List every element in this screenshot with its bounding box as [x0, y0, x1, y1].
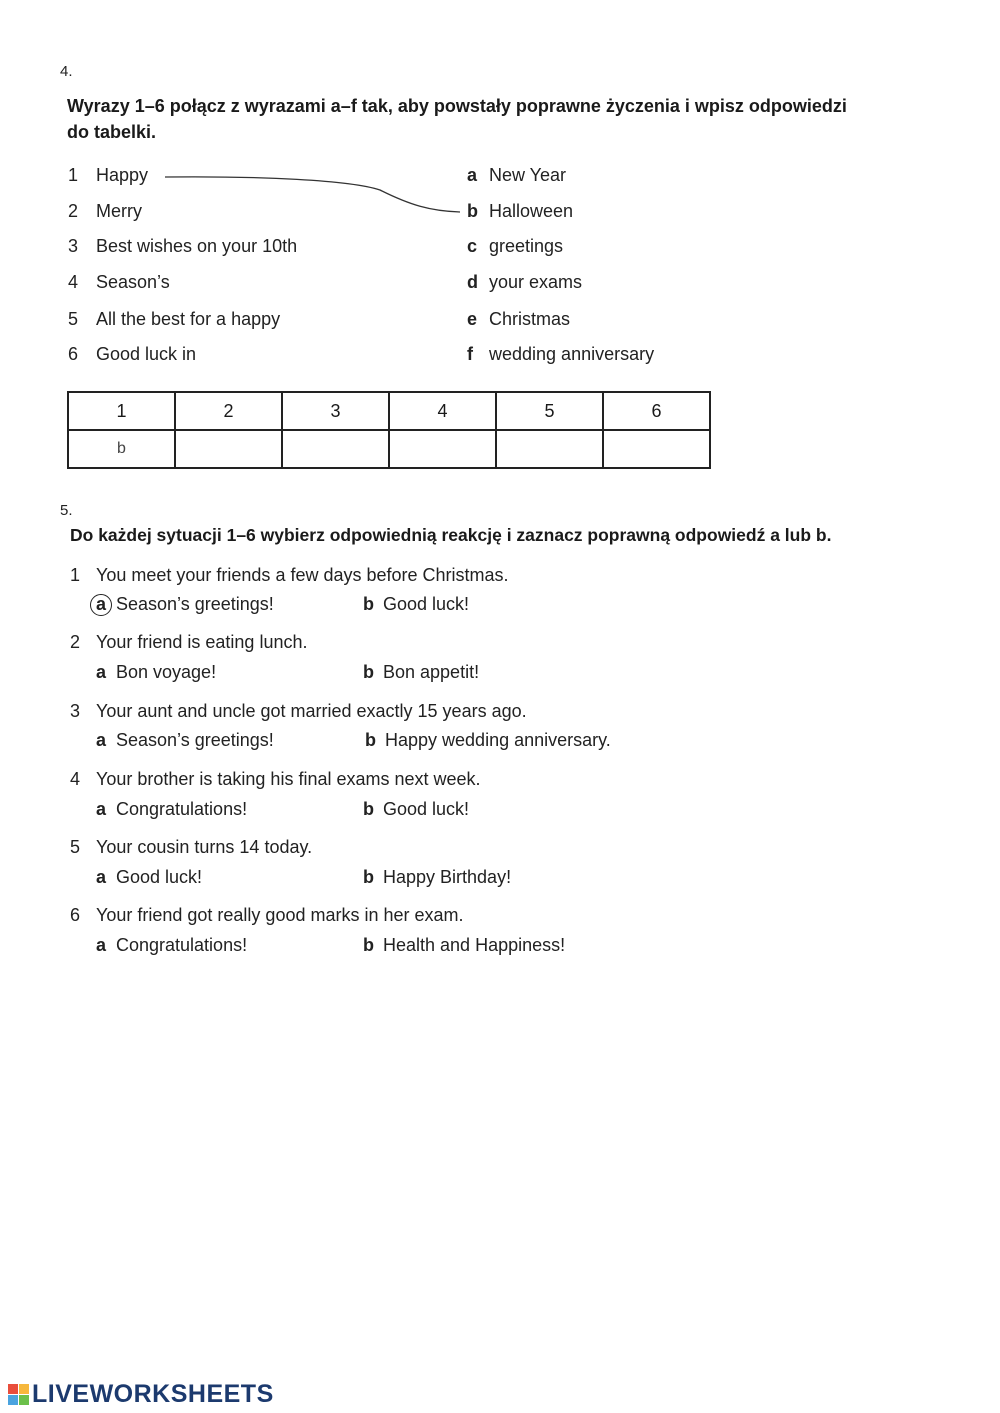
q3-option-a[interactable]: [96, 730, 274, 751]
option-letter: b: [363, 867, 374, 887]
exercise-4-number: 4.: [60, 63, 73, 80]
option-letter: b: [363, 935, 374, 955]
question-3: [70, 701, 527, 722]
q4-option-a[interactable]: [96, 799, 247, 820]
left-item-number: 2: [68, 201, 79, 221]
question-number: 2: [70, 632, 81, 652]
question-2: [70, 632, 307, 653]
option-text: Good luck!: [383, 594, 470, 614]
left-item-number: 6: [68, 344, 79, 364]
left-item-number: 1: [68, 165, 79, 185]
left-item-number: 3: [68, 236, 79, 256]
logo-text: LIVEWORKSHEETS: [32, 1380, 274, 1408]
exercise-4-instruction-line2: do tabelki.: [67, 122, 157, 142]
question-number: 6: [70, 905, 81, 925]
question-4: [70, 769, 481, 790]
answer-cell-2[interactable]: [175, 430, 282, 468]
option-text: Health and Happiness!: [383, 935, 566, 955]
right-item-letter: d: [467, 272, 478, 292]
option-text: Happy wedding anniversary.: [385, 730, 611, 750]
option-letter: a: [96, 935, 107, 955]
question-number: 1: [70, 565, 81, 585]
option-text: Good luck!: [383, 799, 470, 819]
exercise-4-instruction-line1: Wyrazy 1–6 połącz z wyrazami a–f tak, aby powstały poprawne życzenia i wpisz odpowiedzi: [67, 96, 847, 116]
left-item-text: Happy: [96, 165, 149, 185]
q5-option-b[interactable]: [363, 867, 511, 888]
right-item-text: Christmas: [489, 309, 571, 329]
logo-mark-square: [19, 1395, 29, 1405]
option-text: Congratulations!: [116, 935, 248, 955]
right-item-letter: f: [467, 344, 473, 364]
right-item-text: New Year: [489, 165, 567, 185]
option-letter: a: [96, 799, 107, 819]
right-item-letter: c: [467, 236, 478, 256]
question-number: 5: [70, 837, 81, 857]
q2-option-a[interactable]: [96, 662, 216, 683]
table-header-cell: 6: [603, 392, 710, 430]
answer-cell-1[interactable]: b: [68, 430, 175, 468]
question-5: [70, 837, 312, 858]
q3-option-b[interactable]: [365, 730, 611, 751]
option-text: Season’s greetings!: [116, 594, 274, 614]
right-item-letter: a: [467, 165, 478, 185]
left-item-number: 5: [68, 309, 79, 329]
right-item-letter: b: [467, 201, 478, 221]
table-header-cell: 2: [175, 392, 282, 430]
question-text: Your friend got really good marks in her exam.: [96, 905, 464, 925]
logo-mark-icon: [8, 1384, 29, 1405]
q2-option-b[interactable]: [363, 662, 479, 683]
option-text: Congratulations!: [116, 799, 248, 819]
q4-option-b[interactable]: [363, 799, 469, 820]
answer-table-answer-row: [68, 430, 710, 468]
logo-mark-square: [8, 1384, 18, 1394]
answer-cell-6[interactable]: [603, 430, 710, 468]
option-letter: b: [363, 662, 374, 682]
question-text: Your aunt and uncle got married exactly 15 years ago.: [96, 701, 527, 721]
right-item-text: your exams: [489, 272, 583, 292]
example-connector-line: [0, 0, 1000, 400]
option-text: Good luck!: [116, 867, 203, 887]
question-number: 3: [70, 701, 81, 721]
option-letter: a: [96, 730, 107, 750]
answer-table: [67, 391, 711, 469]
option-letter: b: [365, 730, 376, 750]
right-item-text: Halloween: [489, 201, 574, 221]
option-text: Bon appetit!: [383, 662, 480, 682]
option-letter: a: [96, 662, 107, 682]
option-letter: b: [363, 594, 374, 614]
question-text: You meet your friends a few days before Christmas.: [96, 565, 509, 585]
logo-mark-square: [19, 1384, 29, 1394]
right-item-letter: e: [467, 309, 478, 329]
exercise-5-number: 5.: [60, 502, 73, 519]
left-item-text: Season’s: [96, 272, 170, 292]
option-letter: a: [96, 867, 107, 887]
question-text: Your cousin turns 14 today.: [96, 837, 313, 857]
answer-cell-3[interactable]: [282, 430, 389, 468]
q5-option-a[interactable]: [96, 867, 202, 888]
left-item-text: All the best for a happy: [96, 309, 281, 329]
answer-cell-5[interactable]: [496, 430, 603, 468]
table-header-cell: 3: [282, 392, 389, 430]
q6-option-b[interactable]: [363, 935, 565, 956]
question-text: Your friend is eating lunch.: [96, 632, 308, 652]
q1-option-b[interactable]: [363, 594, 469, 615]
question-1: [70, 565, 509, 586]
table-header-cell: 5: [496, 392, 603, 430]
question-6: [70, 905, 464, 926]
q1-option-a[interactable]: [94, 594, 274, 616]
option-text: Season’s greetings!: [116, 730, 274, 750]
option-letter: b: [363, 799, 374, 819]
q6-option-a[interactable]: [96, 935, 247, 956]
right-item-text: wedding anniversary: [489, 344, 655, 364]
left-item-text: Merry: [96, 201, 142, 221]
liveworksheets-logo[interactable]: [8, 1380, 274, 1409]
left-item-text: Best wishes on your 10th: [96, 236, 298, 256]
question-text: Your brother is taking his final exams next week.: [96, 769, 481, 789]
table-header-cell: 4: [389, 392, 496, 430]
logo-mark-square: [8, 1395, 18, 1405]
answer-cell-4[interactable]: [389, 430, 496, 468]
option-text: Bon voyage!: [116, 662, 217, 682]
answer-table-header-row: [68, 392, 710, 430]
left-item-number: 4: [68, 272, 79, 292]
table-header-cell: 1: [68, 392, 175, 430]
left-item-text: Good luck in: [96, 344, 197, 364]
selected-circle-mark: a: [90, 594, 112, 616]
question-number: 4: [70, 769, 81, 789]
right-item-text: greetings: [489, 236, 564, 256]
option-text: Happy Birthday!: [383, 867, 512, 887]
exercise-5-instruction: Do każdej sytuacji 1–6 wybierz odpowiednią reakcję i zaznacz poprawną odpowiedź a lub b.: [70, 525, 832, 545]
